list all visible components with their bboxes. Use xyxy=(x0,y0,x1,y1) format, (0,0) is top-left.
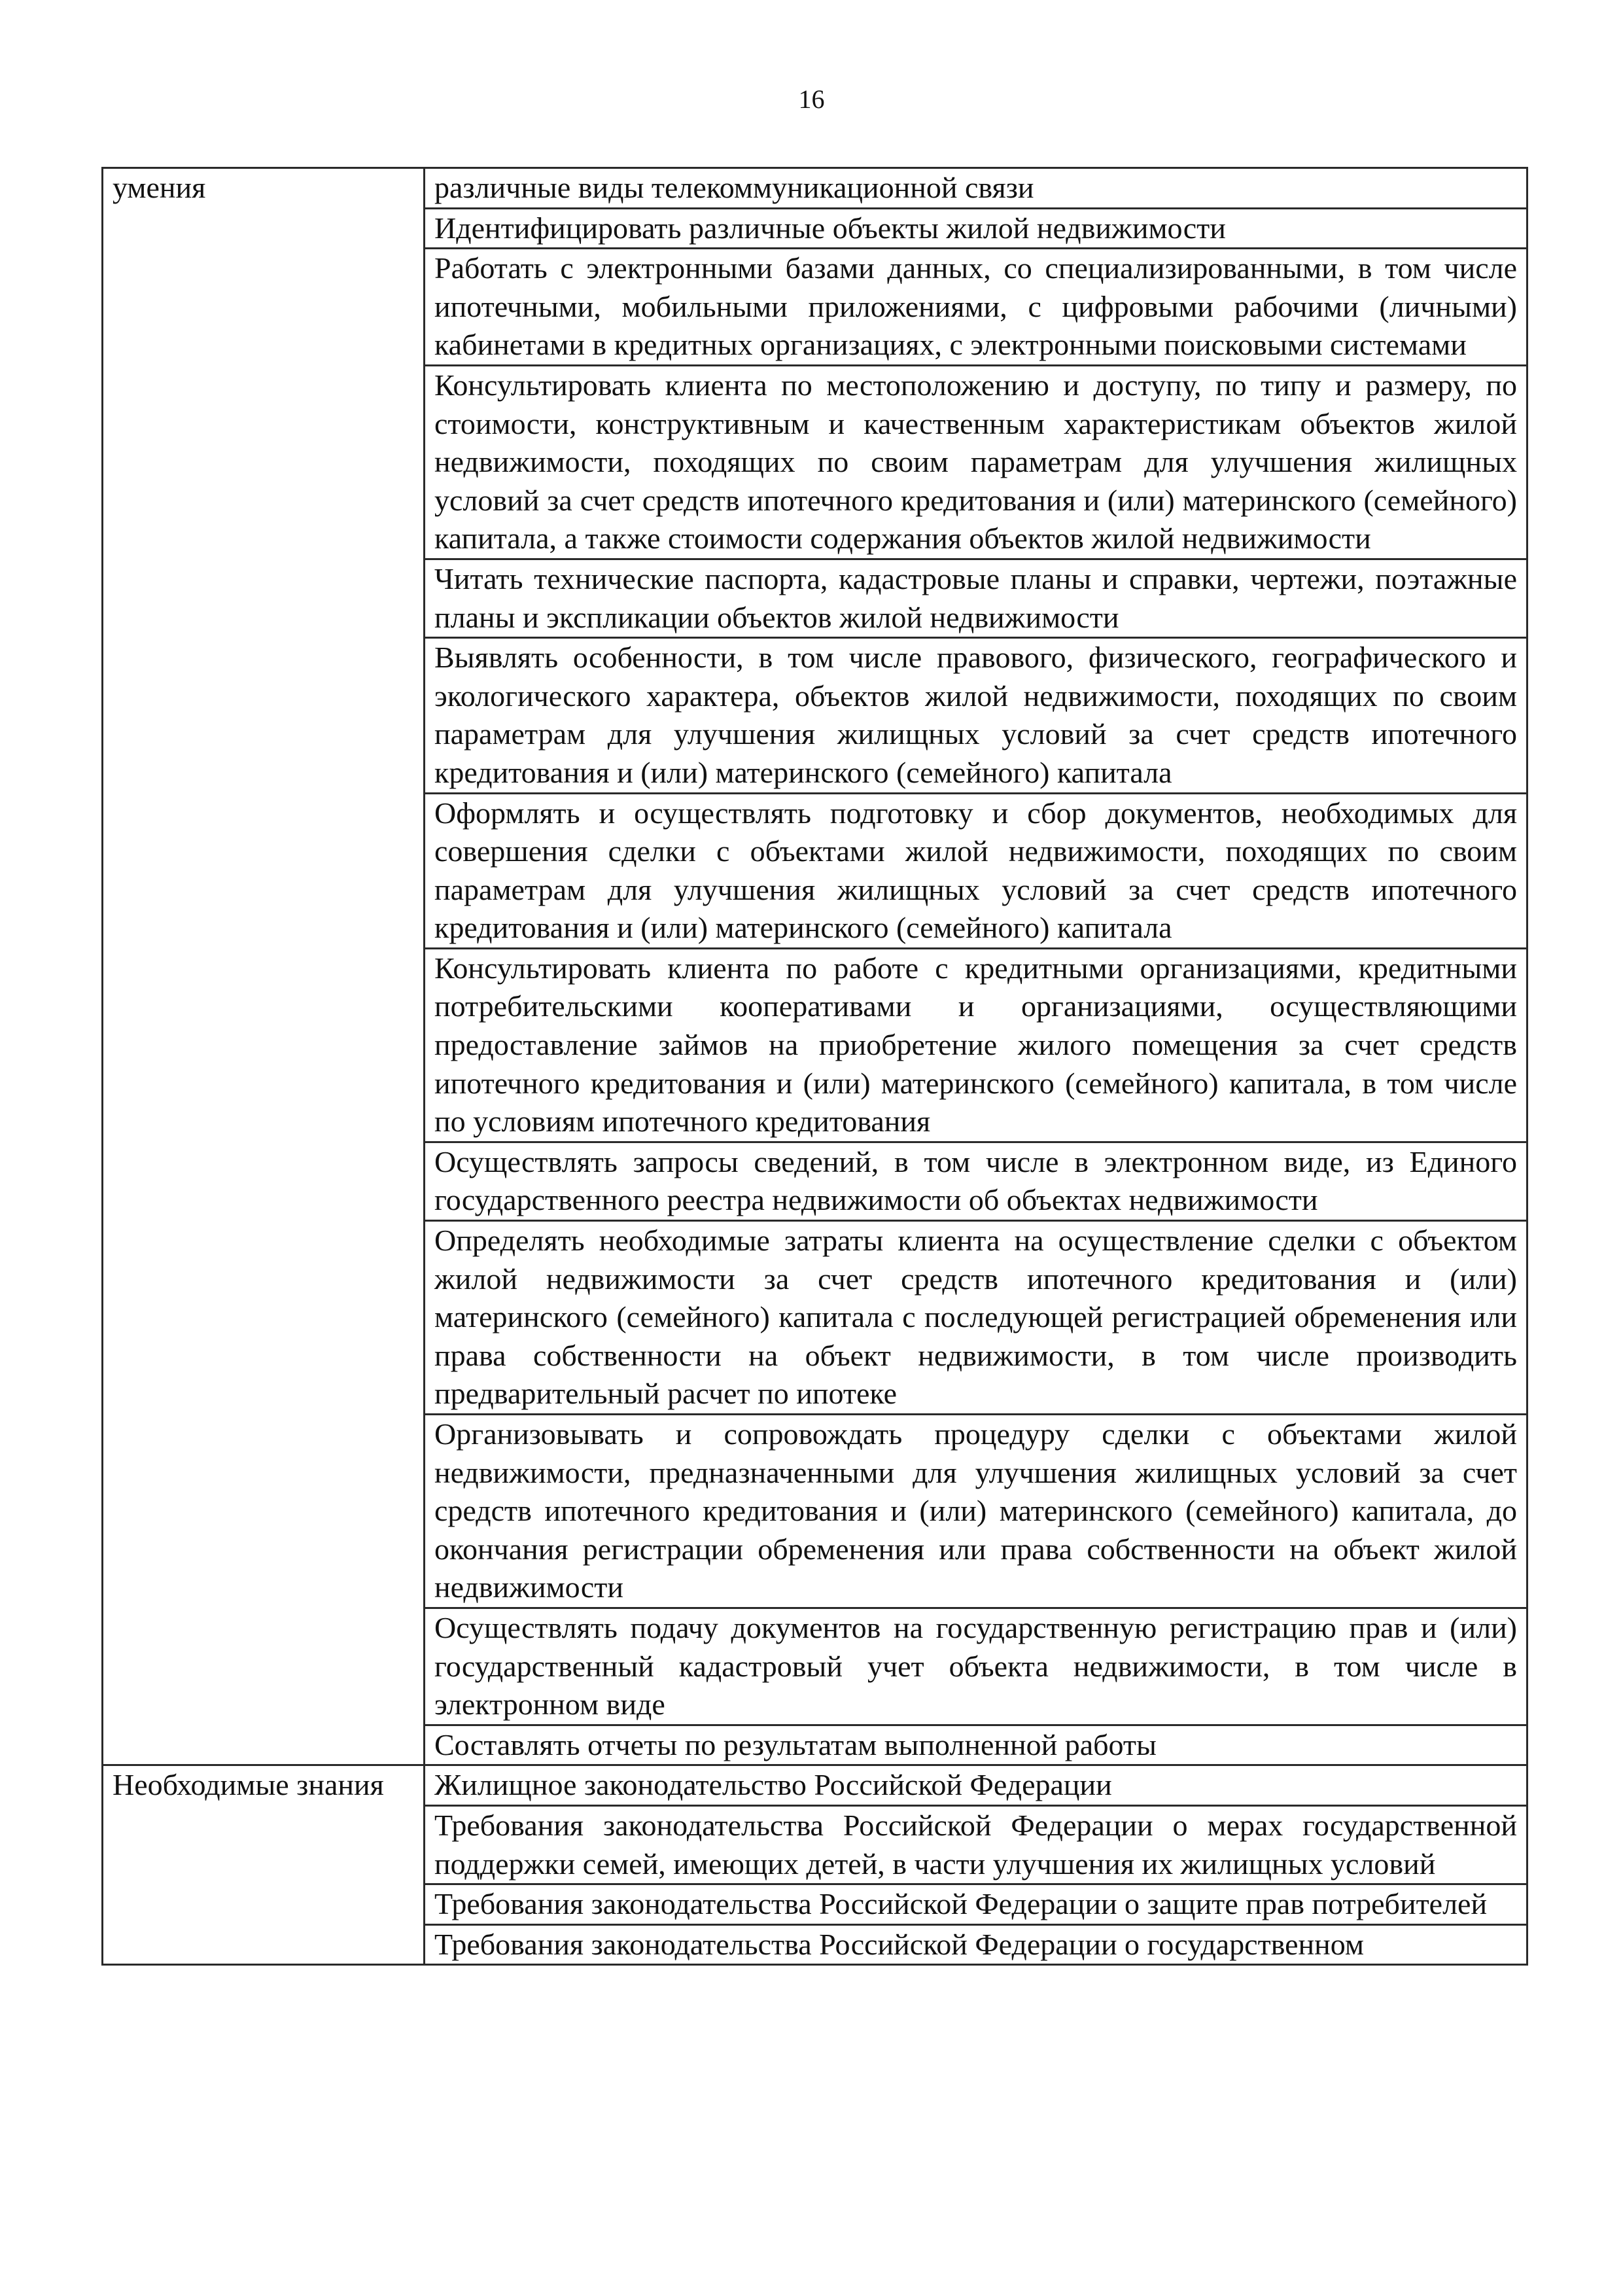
knowledge-label: Необходимые знания xyxy=(103,1765,425,1965)
table-row xyxy=(103,1765,1527,1806)
requirements-table xyxy=(101,167,1528,1966)
skill-item: Работать с электронными базами данных, со специализированными, в том числе ипотечными, мобильными приложениями, с цифровыми рабочими (личными) кабинетами в кредитных организациях, с электронными поисковыми системами xyxy=(425,249,1527,366)
knowledge-item: Жилищное законодательство Российской Федерации xyxy=(425,1765,1527,1806)
skill-item: Составлять отчеты по результатам выполненной работы xyxy=(425,1725,1527,1765)
skills-label: умения xyxy=(103,168,425,1765)
page-number: 16 xyxy=(798,84,825,114)
skill-item: Определять необходимые затраты клиента на осуществление сделки с объектом жилой недвижимости за счет средств ипотечного кредитования и (или) материнского (семейного) капитала с последующей регистрацией обременения или права собственности на объект недвижимости, в том числе производить предварительный расчет по ипотеке xyxy=(425,1221,1527,1415)
knowledge-item: Требования законодательства Российской Федерации о мерах государственной поддержки семей, имеющих детей, в части улучшения их жилищных условий xyxy=(425,1805,1527,1884)
skill-item: Идентифицировать различные объекты жилой недвижимости xyxy=(425,208,1527,249)
skill-item: Консультировать клиента по местоположению и доступу, по типу и размеру, по стоимости, конструктивным и качественным характеристикам объектов жилой недвижимости, походящих по своим параметрам для улучшения жилищных условий за счет средств ипотечного кредитования и (или) материнского (семейного) капитала, а также стоимости содержания объектов жилой недвижимости xyxy=(425,365,1527,559)
skill-item: Осуществлять запросы сведений, в том числе в электронном виде, из Единого государственного реестра недвижимости об объектах недвижимости xyxy=(425,1142,1527,1220)
knowledge-item: Требования законодательства Российской Федерации о государственном xyxy=(425,1924,1527,1965)
skill-item: различные виды телекоммуникационной связи xyxy=(425,168,1527,209)
skill-item: Консультировать клиента по работе с кредитными организациями, кредитными потребительскими кооперативами и организациями, осуществляющими предоставление займов на приобретение жилого помещения за счет средств ипотечного кредитования и (или) материнского (семейного) капитала, в том числе по условиям ипотечного кредитования xyxy=(425,948,1527,1142)
skill-item: Читать технические паспорта, кадастровые планы и справки, чертежи, поэтажные планы и экспликации объектов жилой недвижимости xyxy=(425,559,1527,637)
skill-item: Выявлять особенности, в том числе правового, физического, географического и экологического характера, объектов жилой недвижимости, походящих по своим параметрам для улучшения жилищных условий за счет средств ипотечного кредитования и (или) материнского (семейного) капитала xyxy=(425,638,1527,793)
skill-item: Оформлять и осуществлять подготовку и сбор документов, необходимых для совершения сделки с объектами жилой недвижимости, походящих по своим параметрам для улучшения жилищных условий за счет средств ипотечного кредитования и (или) материнского (семейного) капитала xyxy=(425,793,1527,948)
table-row xyxy=(103,168,1527,209)
skill-item: Осуществлять подачу документов на государственную регистрацию прав и (или) государственный кадастровый учет объекта недвижимости, в том числе в электронном виде xyxy=(425,1608,1527,1725)
skill-item: Организовывать и сопровождать процедуру сделки с объектами жилой недвижимости, предназначенными для улучшения жилищных условий за счет средств ипотечного кредитования и (или) материнского (семейного) капитала, до окончания регистрации обременения или права собственности на объект жилой недвижимости xyxy=(425,1415,1527,1608)
knowledge-item: Требования законодательства Российской Федерации о защите прав потребителей xyxy=(425,1884,1527,1925)
